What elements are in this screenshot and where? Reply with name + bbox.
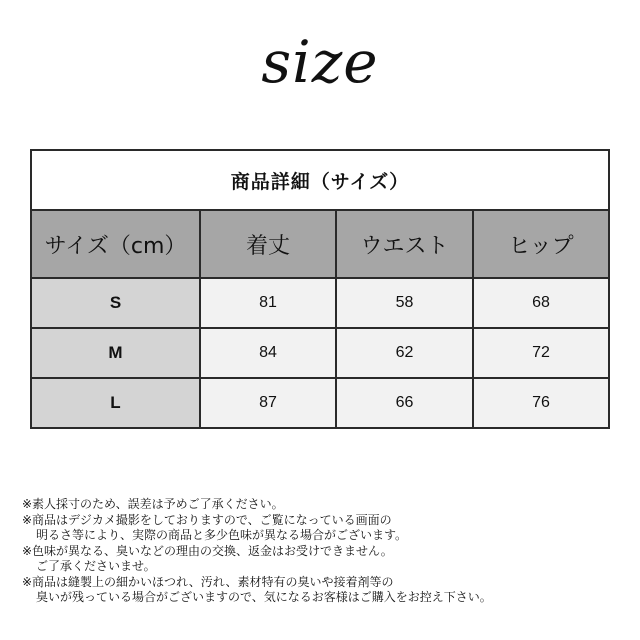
note-line: 臭いが残っている場合がございますので、気になるお客様はご購入をお控え下さい。 <box>36 590 492 604</box>
table-row <box>31 328 609 378</box>
header-waist: ウエスト <box>336 210 473 278</box>
page-title: size <box>261 28 379 96</box>
header-size: サイズ（cm） <box>31 210 200 278</box>
hip-value: 68 <box>473 278 609 328</box>
table-row <box>31 378 609 428</box>
waist-value: 62 <box>336 328 473 378</box>
size-label: M <box>31 328 200 378</box>
note-line: ※商品はデジカメ撮影をしておりますので、ご覧になっている画面の <box>22 512 392 527</box>
note-line: ※商品は縫製上の細かいほつれ、汚れ、素材特有の臭いや接着剤等の <box>22 574 394 589</box>
size-label: L <box>31 378 200 428</box>
waist-value: 66 <box>336 378 473 428</box>
hip-value: 76 <box>473 378 609 428</box>
note-line: 明るさ等により、実際の商品と多少色味が異なる場合がございます。 <box>36 528 408 542</box>
note-line: ご了承くださいませ。 <box>36 559 156 573</box>
note-line: ※素人採寸のため、誤差は予めご了承ください。 <box>22 497 284 511</box>
length-value: 87 <box>200 378 336 428</box>
note-line: ※色味が異なる、臭いなどの理由の交換、返金はお受けできません。 <box>22 543 393 558</box>
header-length: 着丈 <box>200 210 336 278</box>
table-row <box>31 278 609 328</box>
size-table <box>30 149 610 429</box>
hip-value: 72 <box>473 328 609 378</box>
waist-value: 58 <box>336 278 473 328</box>
table-header-row <box>31 210 609 278</box>
header-hip: ヒップ <box>473 210 609 278</box>
size-label: S <box>31 278 200 328</box>
length-value: 84 <box>200 328 336 378</box>
length-value: 81 <box>200 278 336 328</box>
table-caption: 商品詳細（サイズ） <box>31 150 609 210</box>
notes <box>22 497 622 606</box>
